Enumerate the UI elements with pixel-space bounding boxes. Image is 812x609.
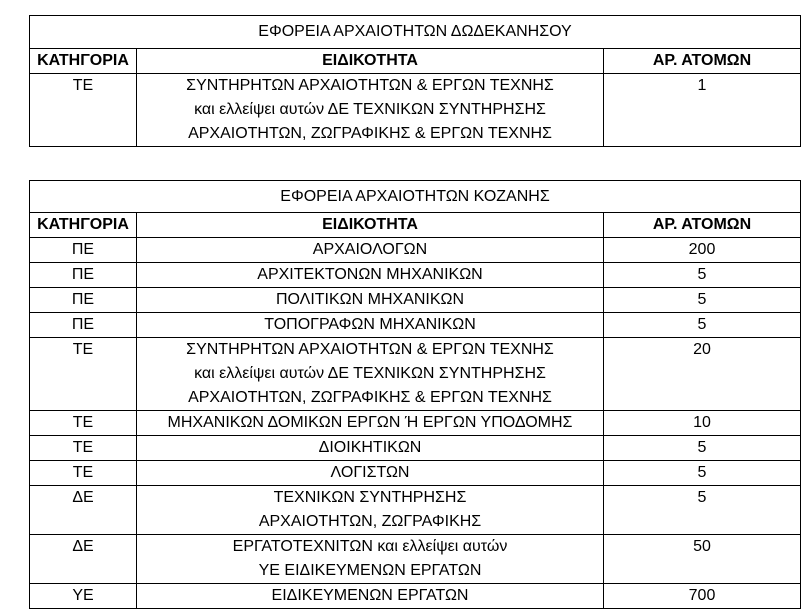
table-row [30, 238, 801, 263]
cell-count: 5 [604, 461, 801, 486]
table-header-row [30, 213, 801, 238]
cell-specialty: ΛΟΓΙΣΤΩΝ [137, 461, 604, 486]
cell-specialty: ΤΟΠΟΓΡΑΦΩΝ ΜΗΧΑΝΙΚΩΝ [137, 313, 604, 338]
cell-count: 700 [604, 584, 801, 609]
table-row [30, 411, 801, 436]
header-specialty: ΕΙΔΙΚΟΤΗΤΑ [137, 49, 604, 74]
table-title-row [30, 16, 801, 49]
specialty-line: ΑΡΧΑΙΟΤΗΤΩΝ, ΖΩΓΡΑΦΙΚΗΣ [258, 513, 482, 530]
specialty-line: ΤΕΧΝΙΚΩΝ ΣΥΝΤΗΡΗΣΗΣ [273, 489, 467, 506]
cell-specialty [137, 74, 604, 147]
cell-count: 10 [604, 411, 801, 436]
table-row [30, 486, 801, 535]
cell-specialty [137, 535, 604, 584]
cell-category: ΠΕ [30, 263, 137, 288]
cell-category: ΤΕ [30, 461, 137, 486]
cell-count: 5 [604, 486, 801, 535]
cell-category: ΤΕ [30, 436, 137, 461]
specialty-line: ΣΥΝΤΗΡΗΤΩΝ ΑΡΧΑΙΟΤΗΤΩΝ & ΕΡΓΩΝ ΤΕΧΝΗΣ [186, 77, 554, 94]
cell-count: 5 [604, 263, 801, 288]
specialty-line: και ελλείψει αυτών ΔΕ ΤΕΧΝΙΚΩΝ ΣΥΝΤΗΡΗΣΗΣ [194, 101, 546, 118]
table-title: ΕΦΟΡΕΙΑ ΑΡΧΑΙΟΤΗΤΩΝ ΚΟΖΑΝΗΣ [30, 181, 801, 213]
specialty-line: ΑΡΧΑΙΟΤΗΤΩΝ, ΖΩΓΡΑΦΙΚΗΣ & ΕΡΓΩΝ ΤΕΧΝΗΣ [188, 389, 552, 406]
cell-category: ΔΕ [30, 535, 137, 584]
cell-specialty: ΑΡΧΙΤΕΚΤΟΝΩΝ ΜΗΧΑΝΙΚΩΝ [137, 263, 604, 288]
cell-category: ΤΕ [30, 338, 137, 411]
header-category: ΚΑΤΗΓΟΡΙΑ [30, 213, 137, 238]
cell-count: 200 [604, 238, 801, 263]
cell-count: 1 [604, 74, 801, 147]
cell-count: 5 [604, 313, 801, 338]
cell-specialty [137, 338, 604, 411]
header-count: ΑΡ. ΑΤΟΜΩΝ [604, 213, 801, 238]
table-row [30, 313, 801, 338]
header-category: ΚΑΤΗΓΟΡΙΑ [30, 49, 137, 74]
cell-specialty: ΑΡΧΑΙΟΛΟΓΩΝ [137, 238, 604, 263]
staffing-table-dodecanese [29, 15, 801, 147]
cell-count: 5 [604, 436, 801, 461]
cell-category: ΔΕ [30, 486, 137, 535]
cell-category: ΤΕ [30, 74, 137, 147]
cell-category: ΠΕ [30, 238, 137, 263]
specialty-line: ΕΡΓΑΤΟΤΕΧΝΙΤΩΝ και ελλείψει αυτών [232, 538, 508, 555]
header-specialty: ΕΙΔΙΚΟΤΗΤΑ [137, 213, 604, 238]
specialty-line: ΣΥΝΤΗΡΗΤΩΝ ΑΡΧΑΙΟΤΗΤΩΝ & ΕΡΓΩΝ ΤΕΧΝΗΣ [186, 341, 554, 358]
cell-category: ΠΕ [30, 288, 137, 313]
table-row [30, 584, 801, 609]
specialty-line: ΥΕ ΕΙΔΙΚΕΥΜΕΝΩΝ ΕΡΓΑΤΩΝ [258, 562, 482, 579]
cell-category: ΤΕ [30, 411, 137, 436]
table-header-row [30, 49, 801, 74]
table-row [30, 436, 801, 461]
table-title-row [30, 181, 801, 213]
table-row [30, 74, 801, 147]
specialty-line: ΑΡΧΑΙΟΤΗΤΩΝ, ΖΩΓΡΑΦΙΚΗΣ & ΕΡΓΩΝ ΤΕΧΝΗΣ [188, 125, 552, 142]
table-row [30, 263, 801, 288]
cell-count: 50 [604, 535, 801, 584]
cell-count: 20 [604, 338, 801, 411]
table-row [30, 338, 801, 411]
cell-specialty: ΜΗΧΑΝΙΚΩΝ ΔΟΜΙΚΩΝ ΕΡΓΩΝ Ή ΕΡΓΩΝ ΥΠΟΔΟΜΗΣ [137, 411, 604, 436]
table-title: ΕΦΟΡΕΙΑ ΑΡΧΑΙΟΤΗΤΩΝ ΔΩΔΕΚΑΝΗΣΟΥ [30, 16, 801, 49]
staffing-table-kozani [29, 180, 801, 609]
cell-specialty: ΠΟΛΙΤΙΚΩΝ ΜΗΧΑΝΙΚΩΝ [137, 288, 604, 313]
cell-specialty: ΕΙΔΙΚΕΥΜΕΝΩΝ ΕΡΓΑΤΩΝ [137, 584, 604, 609]
header-count: ΑΡ. ΑΤΟΜΩΝ [604, 49, 801, 74]
specialty-line: και ελλείψει αυτών ΔΕ ΤΕΧΝΙΚΩΝ ΣΥΝΤΗΡΗΣΗΣ [194, 365, 546, 382]
cell-category: ΥΕ [30, 584, 137, 609]
table-row [30, 461, 801, 486]
table-row [30, 535, 801, 584]
cell-count: 5 [604, 288, 801, 313]
cell-specialty [137, 486, 604, 535]
cell-specialty: ΔΙΟΙΚΗΤΙΚΩΝ [137, 436, 604, 461]
table-row [30, 288, 801, 313]
cell-category: ΠΕ [30, 313, 137, 338]
